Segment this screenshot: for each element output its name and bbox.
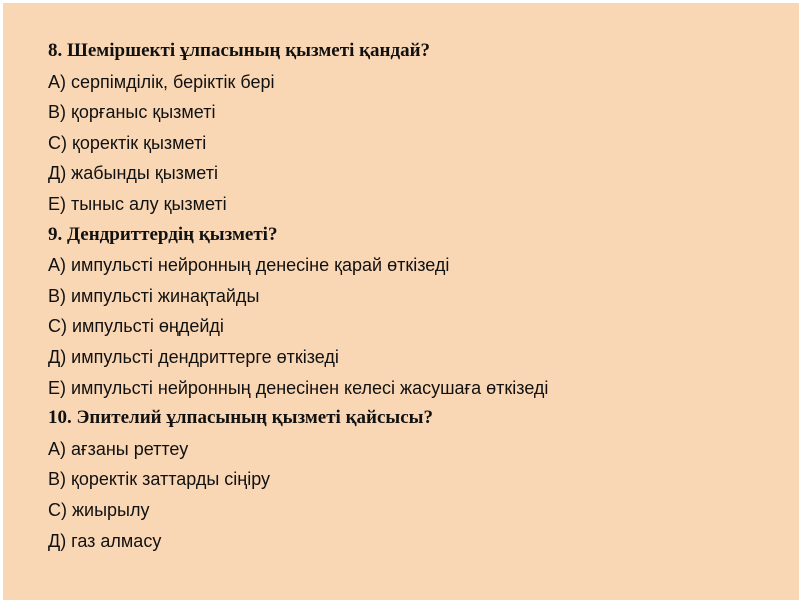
answer-option: Д) газ алмасу [48,530,162,551]
question-10 [48,403,789,556]
answer-option: А) ағзаны реттеу [48,438,189,459]
answer-option: А) импульсті нейронның денесіне қарай өткізеді [48,255,450,276]
question-8 [48,36,789,220]
question-9 [48,220,789,404]
question-title: 9. Дендриттердің қызметі? [48,223,278,245]
answer-option: В) қоректік заттарды сіңіру [48,469,271,490]
slide [3,3,799,600]
question-title: 8. Шеміршекті ұлпасының қызметі қандай? [48,40,431,61]
answer-option: В) импульсті жинақтайды [48,285,260,306]
answer-option: Е) тыныс алу қызметі [48,193,227,214]
answer-option: С) жиырылу [48,499,150,520]
answer-option: С) қоректік қызметі [48,132,207,153]
answer-option: Е) импульсті нейронның денесінен келесі жасушаға өткізеді [48,377,549,398]
answer-option: Д) импульсті дендриттерге өткізеді [48,346,339,367]
quiz-content [48,36,789,556]
answer-option: Д) жабынды қызметі [48,163,218,184]
answer-option: С) импульсті өңдейді [48,316,224,337]
answer-option: В) қорғаныс қызметі [48,102,216,123]
answer-option: А) серпімділік, беріктік бері [48,71,275,92]
question-title: 10. Эпителий ұлпасының қызметі қайсысы? [48,407,434,429]
